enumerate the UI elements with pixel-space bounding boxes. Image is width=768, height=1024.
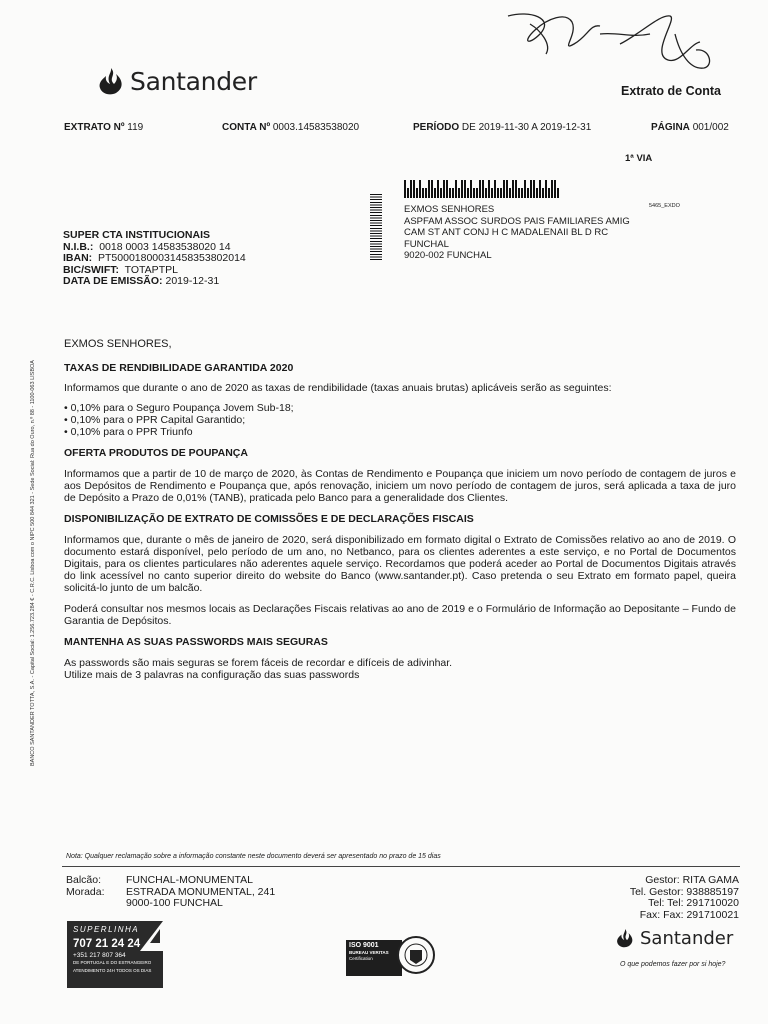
flame-logo-icon: [98, 66, 124, 96]
balcao-label: Balcão:: [66, 874, 102, 886]
barcode-bar: [557, 188, 559, 198]
morada-line: ESTRADA MONUMENTAL, 241: [126, 885, 276, 898]
iso-badge: [346, 940, 402, 976]
barcode-bar: [518, 188, 520, 198]
doc-title: Extrato de Conta: [621, 84, 722, 98]
branch-info: [66, 875, 275, 910]
address-line: ASPFAM ASSOC SURDOS PAIS FAMILIARES AMIG: [404, 215, 630, 227]
text-line: As passwords são mais seguras se forem fáceis de recordar e difíceis de adivinhar.: [64, 657, 453, 669]
barcode-bar: [551, 180, 553, 198]
paragraph: Poderá consultar nos mesmos locais as Declarações Fiscais relativas ao ano de 2019 e o Formulário de Informação ao Depositante – Fundo de Garantia de Depósitos.: [64, 603, 736, 627]
barcode-bar: [464, 180, 466, 198]
barcode-bar: [446, 180, 448, 198]
barcode-bar: [428, 180, 430, 198]
iso-label: ISO 9001: [349, 942, 379, 949]
account-info: [63, 230, 246, 288]
fax: Fax: Fax: 291710021: [639, 908, 739, 921]
superlinha-intl: +351 217 807 364: [73, 952, 126, 959]
bic-value: TOTAPTPL: [124, 263, 178, 276]
barcode-bar: [512, 180, 514, 198]
address-line: EXMOS SENHORES: [404, 204, 495, 215]
barcode-bar: [431, 180, 433, 198]
list-item: • 0,10% para o PPR Capital Garantido;: [64, 414, 246, 426]
barcode-bar: [407, 188, 409, 198]
extrato-label: EXTRATO Nº: [64, 122, 125, 133]
barcode-bar: [491, 188, 493, 198]
paragraph: Informamos que, durante o mês de janeiro de 2020, será disponibilizado em formato digital o Extrato de Comissões relativo ao ano de 2019. O documento estará disponível, pelo período de um ano, no Netbanco, para os clientes aderentes a este serviço, e no Portal de Documentos Digitais, para os clientes particulares não aderentes aquele serviço. Recordamos que poderá aceder ao Portal de Documentos Digitais através do link acessível no canto superior direito do website do Banco (www.santander.pt). Caso pretenda o seu Extrato em formato papel, queira solicitá-lo junto de um balcão.: [64, 534, 736, 594]
barcode-bar: [503, 180, 505, 198]
barcode-bar: [410, 180, 412, 198]
footer-santander-logo: [616, 927, 733, 949]
periodo-value: DE 2019-11-30 A 2019-12-31: [461, 122, 592, 133]
superlinha-corner-icon: [140, 921, 163, 951]
bureau-label: BUREAU VERITAS: [349, 950, 389, 955]
barcode-bar: [509, 188, 511, 198]
address-line: CAM ST ANT CONJ H C MADALENAII BL D RC: [404, 227, 609, 238]
barcode-bar: [545, 180, 547, 198]
morada-label: Morada:: [66, 885, 105, 898]
superlinha-sub: ATENDIMENTO 24H TODOS OS DIAS: [73, 968, 152, 973]
barcode-bar: [536, 188, 538, 198]
footer-divider: [62, 866, 740, 867]
section-title: TAXAS DE RENDIBILIDADE GARANTIDA 2020: [64, 362, 294, 374]
pagina: [651, 122, 729, 133]
signature-icon: [500, 4, 750, 76]
balcao-value: FUNCHAL-MONUMENTAL: [126, 874, 253, 886]
pagina-label: PÁGINA: [651, 122, 690, 133]
tel-gestor: Tel. Gestor: 938885197: [629, 885, 739, 898]
gestor: Gestor: RITA GAMA: [645, 874, 739, 886]
extrato-number: [64, 122, 143, 133]
barcode-bar: [485, 188, 487, 198]
santander-logo: [98, 66, 257, 96]
conta-label: CONTA Nº: [222, 122, 271, 133]
barcode-bar: [455, 180, 457, 198]
iban-value: PT50001800031458353802014: [98, 252, 246, 264]
tel: Tel: Tel: 291710020: [648, 897, 739, 909]
footer-brand-name: Santander: [640, 927, 734, 949]
nib-label: N.I.B.:: [63, 240, 94, 253]
barcode-bar: [533, 180, 535, 198]
barcode-bar: [521, 188, 523, 198]
via-label: 1ª VIA: [625, 153, 653, 164]
superlinha-title: SUPERLINHA: [73, 925, 140, 934]
barcode-bar: [452, 188, 454, 198]
section-title: OFERTA PRODUTOS DE POUPANÇA: [64, 447, 248, 459]
barcode-bar: [530, 180, 532, 198]
recipient-address: [404, 204, 630, 262]
barcode-bar: [470, 180, 472, 198]
barcode-bar: [440, 188, 442, 198]
letter-body: [64, 338, 736, 681]
barcode-bar: [548, 188, 550, 198]
nib-value: 0018 0003 14583538020 14: [99, 240, 231, 253]
list-item: • 0,10% para o Seguro Poupança Jovem Sub-18;: [64, 402, 294, 414]
barcode-bar: [479, 180, 481, 198]
slogan: O que podemos fazer por si hoje?: [620, 961, 726, 968]
barcode-bar: [422, 188, 424, 198]
barcode-bar: [542, 188, 544, 198]
barcode-bar: [434, 188, 436, 198]
barcode-bar: [527, 188, 529, 198]
emissao-row: [63, 276, 246, 288]
barcode-bar: [497, 188, 499, 198]
barcode-bar: [416, 188, 418, 198]
barcode-bar: [554, 180, 556, 198]
barcode-bar: [506, 180, 508, 198]
flame-logo-icon: [616, 927, 634, 949]
barcode-bar: [425, 188, 427, 198]
legal-side-text: BANCO SANTANDER TOTTA, S.A. - Capital Social: 1.256.723.284 € - C.R.C. Lisboa com o NIPC 500 844 321 - Sede Social: Rua do Ouro, n.º 88 - 1100-063 LISBOA: [30, 360, 36, 766]
barcode-bar: [482, 180, 484, 198]
emissao-value: 2019-12-31: [165, 275, 220, 287]
barcode-bar: [449, 188, 451, 198]
address-line: FUNCHAL: [404, 238, 449, 250]
barcode-bar: [413, 180, 415, 198]
barcode-bar: [473, 188, 475, 198]
list-item: • 0,10% para o PPR Triunfo: [64, 426, 193, 438]
barcode-bar: [488, 180, 490, 198]
manager-contacts: [630, 875, 739, 921]
superlinha-sub: DE PORTUGAL E DO ESTRANGEIRO: [73, 960, 152, 965]
morada-line: 9000-100 FUNCHAL: [126, 897, 223, 909]
periodo: [413, 122, 591, 133]
vertical-barcode-icon: [370, 194, 382, 260]
paragraph: Informamos que durante o ano de 2020 as taxas de rendibilidade (taxas anuais brutas) aplicáveis serão as seguintes:: [64, 382, 612, 394]
barcode-bar: [458, 188, 460, 198]
passwords-text: [64, 657, 736, 681]
barcode-bar: [461, 180, 463, 198]
address-line: 9020-002 FUNCHAL: [404, 250, 492, 261]
section-title: MANTENHA AS SUAS PASSWORDS MAIS SEGURAS: [64, 636, 328, 648]
text-line: Utilize mais de 3 palavras na configuração das suas passwords: [64, 669, 360, 681]
cert-label: Certification: [349, 956, 373, 961]
paragraph: Informamos que a partir de 10 de março de 2020, às Contas de Rendimento e Poupança que iniciem um novo período de contagem de juros e aos Depósitos de Rendimento e Poupança que, após renovação, iniciem um novo período de contagem de juros, será aplicada a taxa de juro de Depósito a Prazo de 0,01% (TANB), praticada pelo Banco para a generalidade dos Clientes.: [64, 468, 736, 504]
barcode-bar: [404, 180, 406, 198]
periodo-label: PERÍODO: [413, 122, 460, 133]
barcode-bar: [500, 188, 502, 198]
brand-name: Santander: [130, 66, 257, 96]
barcode-bar: [539, 180, 541, 198]
greeting: EXMOS SENHORES,: [64, 338, 172, 350]
account-name: SUPER CTA INSTITUCIONAIS: [63, 229, 211, 241]
barcode-bar: [419, 180, 421, 198]
barcode-bar: [515, 180, 517, 198]
iso-seal-icon: [396, 934, 436, 976]
barcode-bar: [524, 180, 526, 198]
barcode-icon: [404, 180, 560, 198]
complaint-note: Nota: Qualquer reclamação sobre a informação constante neste documento deverá ser apresentado no prazo de 15 dias: [66, 853, 441, 860]
barcode-bar: [476, 188, 478, 198]
conta-number: [222, 122, 359, 133]
balcao-row: [66, 875, 275, 887]
conta-value: 0003.14583538020: [272, 122, 360, 133]
extrato-value: 119: [127, 122, 144, 133]
barcode-bar: [437, 180, 439, 198]
emissao-label: DATA DE EMISSÃO:: [63, 275, 163, 287]
barcode-bar: [443, 180, 445, 198]
mail-code: 5465_EXDO: [649, 203, 680, 209]
superlinha-phone: 707 21 24 24: [73, 938, 141, 950]
pagina-value: 001/002: [692, 122, 729, 133]
rates-list: [64, 402, 736, 438]
barcode-bar: [467, 188, 469, 198]
bic-label: BIC/SWIFT:: [63, 263, 119, 276]
barcode-bar: [494, 180, 496, 198]
section-title: DISPONIBILIZAÇÃO DE EXTRATO DE COMISSÕES E DE DECLARAÇÕES FISCAIS: [64, 513, 474, 525]
iban-label: IBAN:: [63, 252, 93, 264]
